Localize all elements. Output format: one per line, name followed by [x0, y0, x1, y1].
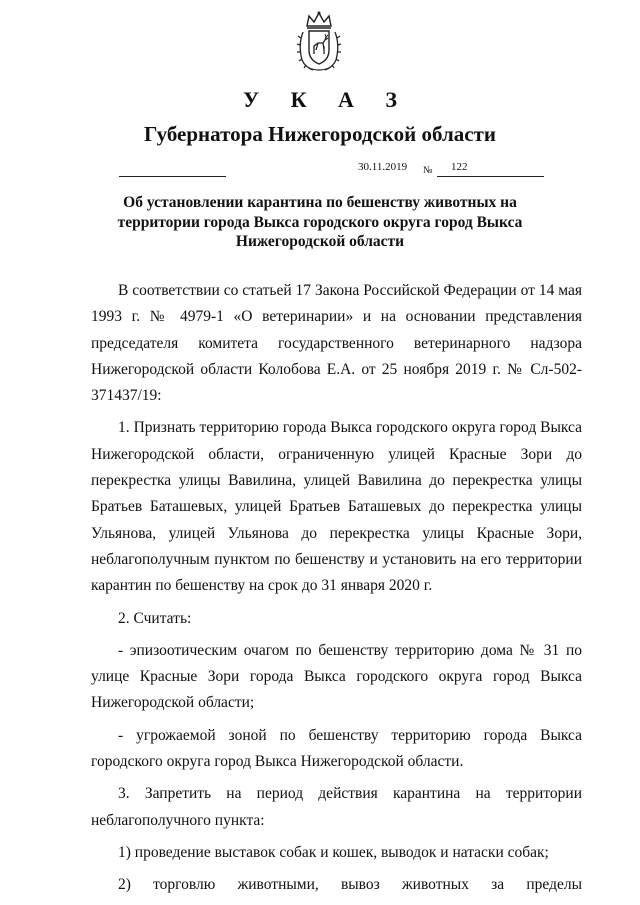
paragraph-item-1: 1. Признать территорию города Выкса городского округа город Выкса Нижегородской области, ограниченную улицей Красные Зори до перекрестка улицы Вавилина, улицей Вавилина до перекрестка улицы Братьев Баташевых, улицей Братьев Баташевых до перекрестка улицы Ульянова, улицей Ульянова до перекрестка улицы Красные Зори, неблагополучным пунктом по бешенству и установить на его территории карантин по бешенству на срок до 31 января 2020 г.	[91, 419, 582, 595]
paragraph-preamble: В соответствии со статьей 17 Закона Российской Федерации от 14 мая 1993 г. № 4979-1 «О ветеринарии» и на основании представления председателя комитета государственного ветеринарного надзора Нижегородской области Колобова Е.А. от 25 ноября 2019 г. № Сл-502-371437/19:	[91, 282, 582, 405]
number-sign: №	[423, 165, 433, 176]
document-body	[91, 278, 582, 899]
paragraph-threatened-zone: - угрожаемой зоной по бешенству территорию города Выкса городского округа город Выкса Нижегородской области.	[91, 726, 582, 771]
paragraph-item-3: 3. Запретить на период действия карантина на территории неблагополучного пункта:	[91, 785, 582, 829]
number-underline	[437, 176, 544, 177]
paragraph-item-3-1: 1) проведение выставок собак и кошек, выводок и натаски собак;	[118, 843, 549, 861]
coat-of-arms-icon	[297, 10, 341, 72]
paragraph-outbreak-focus: - эпизоотическим очагом по бешенству территорию дома № 31 по улице Красные Зори города Выкса городского округа город Выкса Нижегородской области;	[91, 641, 582, 712]
document-type: У К А З	[242, 87, 411, 112]
document-title: Об установлении карантина по бешенству животных на территории города Выкса городского округа город Выкса Нижегородской области	[117, 194, 523, 250]
issuer-title: Губернатора Нижегородской области	[144, 122, 496, 146]
document-date: 30.11.2019	[358, 161, 408, 173]
paragraph-item-2: 2. Считать:	[118, 609, 192, 627]
blank-line-left	[119, 176, 226, 177]
document-number: 122	[451, 161, 468, 173]
paragraph-item-3-2: 2) торговлю животными, вывоз животных за пределы	[118, 876, 582, 894]
